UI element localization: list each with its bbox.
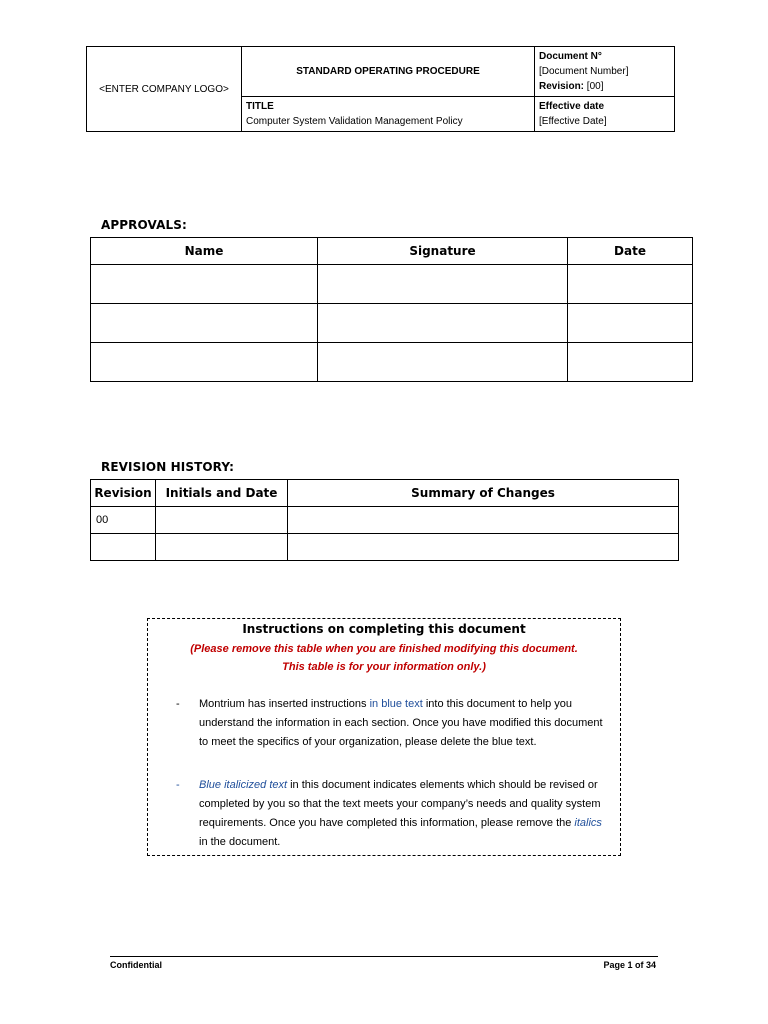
- revision-value: [00]: [586, 81, 604, 92]
- approval-name-cell[interactable]: [91, 265, 318, 304]
- revision-col-summary: Summary of Changes: [288, 480, 679, 507]
- effective-date-value: [Effective Date]: [539, 116, 607, 127]
- approvals-heading: APPROVALS:: [101, 218, 187, 232]
- title-label: TITLE: [246, 101, 274, 112]
- instruction-text-part: in the document.: [199, 836, 281, 848]
- revision-summary-cell[interactable]: [288, 507, 679, 534]
- revision-initials-cell[interactable]: [156, 534, 288, 561]
- revision-number-cell[interactable]: [91, 534, 156, 561]
- approval-signature-cell[interactable]: [318, 304, 568, 343]
- document-header-table: [86, 46, 675, 132]
- approval-signature-cell[interactable]: [318, 265, 568, 304]
- revision-header-row: [91, 480, 679, 507]
- approvals-col-name: Name: [91, 238, 318, 265]
- approval-date-cell[interactable]: [568, 265, 693, 304]
- instruction-text-part: Montrium has inserted instructions: [199, 698, 370, 710]
- effective-date-label: Effective date: [539, 101, 605, 112]
- footer-divider: [110, 956, 658, 957]
- instructions-note-line2: This table is for your information only.): [282, 661, 486, 673]
- revision-history-heading: REVISION HISTORY:: [101, 460, 234, 474]
- title-value: Computer System Validation Management Policy: [246, 116, 463, 127]
- approval-name-cell[interactable]: [91, 343, 318, 382]
- instructions-note-line1: (Please remove this table when you are finished modifying this document.: [190, 643, 578, 655]
- table-row: [91, 507, 679, 534]
- effective-date-cell: [535, 97, 675, 132]
- instruction-text-part: in this document indicates elements which should be revised or completed by you so that the text meets your company’s needs and quality system requirements. Once you have completed this information, please remove the: [199, 779, 601, 829]
- revision-summary-cell[interactable]: [288, 534, 679, 561]
- approval-date-cell[interactable]: [568, 304, 693, 343]
- approval-signature-cell[interactable]: [318, 343, 568, 382]
- revision-initials-cell[interactable]: [156, 507, 288, 534]
- approvals-col-date: Date: [568, 238, 693, 265]
- approval-name-cell[interactable]: [91, 304, 318, 343]
- revision-col-revision: Revision: [91, 480, 156, 507]
- bullet-dash: -: [176, 698, 180, 710]
- document-number-value: [Document Number]: [539, 66, 629, 77]
- blue-italic-text-example: Blue italicized text: [199, 779, 288, 791]
- instruction-text-2: [199, 776, 609, 852]
- approvals-col-signature: Signature: [318, 238, 568, 265]
- approvals-header-row: [91, 238, 693, 265]
- instructions-box: [147, 618, 621, 856]
- revision-label: Revision:: [539, 81, 585, 92]
- document-number-cell: [535, 47, 675, 97]
- approval-date-cell[interactable]: [568, 343, 693, 382]
- table-row: [91, 534, 679, 561]
- instruction-text-1: [199, 695, 609, 752]
- blue-text-example: in blue text: [369, 698, 423, 710]
- document-no-label: Document N°: [539, 51, 602, 62]
- table-row: [91, 304, 693, 343]
- revision-col-initials-date: Initials and Date: [156, 480, 288, 507]
- sop-label: STANDARD OPERATING PROCEDURE: [242, 47, 535, 97]
- italics-word: italics: [574, 817, 602, 829]
- company-logo-placeholder: <ENTER COMPANY LOGO>: [87, 47, 242, 132]
- instructions-title: Instructions on completing this document: [242, 622, 526, 636]
- footer-page-number: Page 1 of 34: [603, 960, 656, 970]
- approvals-table: [90, 237, 693, 382]
- title-cell: [242, 97, 535, 132]
- footer-confidential: Confidential: [110, 960, 162, 970]
- instruction-text-part: into this document to help you understand the information in each section. Once you have modified this document to meet the specifics of your organization, please delete the blue text.: [199, 698, 603, 748]
- table-row: [91, 265, 693, 304]
- table-row: [91, 343, 693, 382]
- revision-number-cell[interactable]: 00: [91, 507, 156, 534]
- bullet-dash: -: [176, 779, 180, 791]
- revision-history-table: [90, 479, 679, 561]
